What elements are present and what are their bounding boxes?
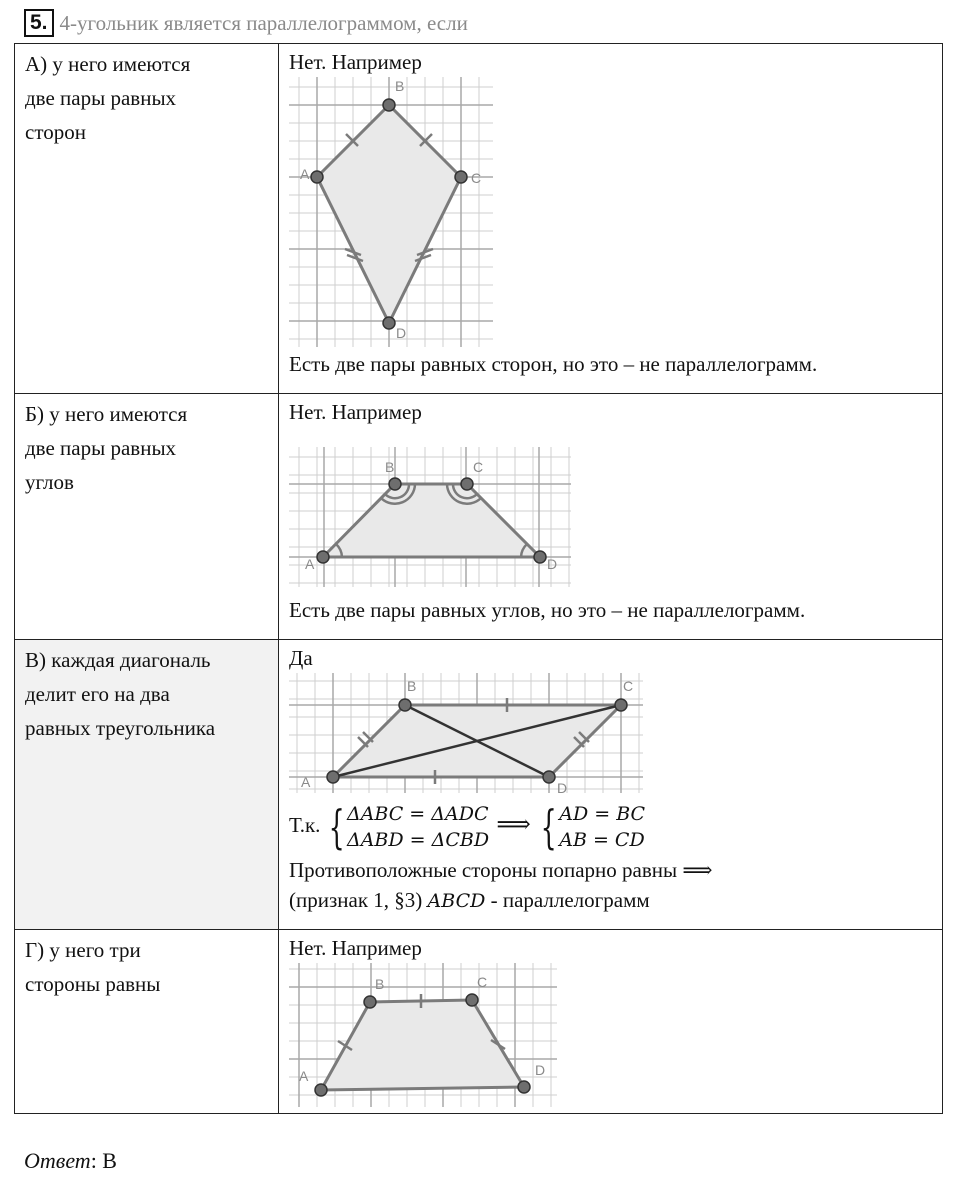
condition-line: делит его на два: [25, 682, 170, 706]
parallelogram-figure: [289, 673, 649, 797]
equation: ΔABC = ΔADC: [346, 803, 489, 825]
label-c: C: [471, 170, 482, 186]
final-answer: [24, 1148, 117, 1174]
condition-cell: [15, 44, 279, 394]
task-number: 5.: [24, 9, 54, 37]
condition-line: стороны равны: [25, 972, 161, 996]
condition-line: А) у него имеются: [25, 52, 191, 76]
answer-label: Ответ: [24, 1148, 91, 1173]
trapezoid-shape: [321, 1000, 524, 1090]
verdict-text: Нет. Например: [289, 50, 422, 74]
isosceles-trapezoid-figure: [289, 963, 569, 1111]
math-prefix: Т.к.: [289, 812, 321, 837]
condition-line: углов: [25, 470, 74, 494]
table-row: [15, 44, 943, 394]
label-b: B: [407, 678, 417, 694]
answer-value: : В: [90, 1148, 117, 1173]
label-d: D: [557, 780, 568, 796]
condition-line: сторон: [25, 120, 86, 144]
brace-symbol: {: [328, 800, 345, 854]
condition-cell: [15, 394, 279, 640]
implies-symbol: ⟹: [496, 811, 531, 838]
answer-cell: [279, 44, 943, 394]
reasoning-math: ABCD: [427, 890, 486, 912]
label-c: C: [473, 459, 484, 475]
verdict-text: Да: [289, 646, 313, 670]
math-system: [289, 801, 932, 853]
condition-cell: [15, 640, 279, 930]
label-c: C: [623, 678, 634, 694]
conclusion-text: Есть две пары равных углов, но это – не параллелограмм.: [289, 598, 806, 622]
verdict-text: Нет. Например: [289, 400, 422, 424]
condition-line: две пары равных: [25, 86, 177, 110]
brace-symbol: {: [540, 800, 557, 854]
verdict-text: Нет. Например: [289, 936, 422, 960]
condition-line: две пары равных: [25, 436, 177, 460]
equation: AD = BC: [559, 803, 646, 825]
equation: ΔABD = ΔCBD: [346, 829, 490, 851]
condition-line: Г) у него три: [25, 938, 141, 962]
label-d: D: [547, 556, 558, 572]
reasoning-result: - параллелограмм: [490, 888, 650, 912]
table-row: [15, 394, 943, 640]
label-a: A: [305, 556, 315, 572]
kite-figure: [289, 77, 519, 349]
kite-shape: [317, 105, 461, 323]
table-row: [15, 640, 943, 930]
label-b: B: [375, 976, 385, 992]
answer-cell: [279, 394, 943, 640]
label-a: A: [301, 774, 311, 790]
task-title: 4-угольник является параллелограммом, если: [59, 10, 468, 35]
label-b: B: [385, 459, 395, 475]
answer-cell: [279, 640, 943, 930]
condition-line: Б) у него имеются: [25, 402, 188, 426]
answer-cell: [279, 930, 943, 1114]
condition-line: равных треугольника: [25, 716, 216, 740]
reasoning-text: [289, 885, 932, 916]
condition-line: В) каждая диагональ: [25, 648, 211, 672]
solution-table: [14, 43, 943, 1114]
label-c: C: [477, 974, 488, 990]
table-row: [15, 930, 943, 1114]
label-a: A: [299, 1068, 309, 1084]
label-b: B: [395, 78, 405, 94]
label-a: A: [300, 166, 310, 182]
label-d: D: [396, 325, 407, 341]
reasoning-text: Противоположные стороны попарно равны ⟹: [289, 858, 713, 882]
conclusion-text: Есть две пары равных сторон, но это – не параллелограмм.: [289, 352, 818, 376]
trapezoid-shape: [323, 484, 540, 557]
equation: AB = CD: [559, 829, 645, 851]
condition-cell: [15, 930, 279, 1114]
reasoning-ref: (признак 1, §3): [289, 888, 423, 912]
label-d: D: [535, 1062, 546, 1078]
trapezoid-figure: [289, 447, 579, 595]
task-header: [24, 8, 468, 38]
